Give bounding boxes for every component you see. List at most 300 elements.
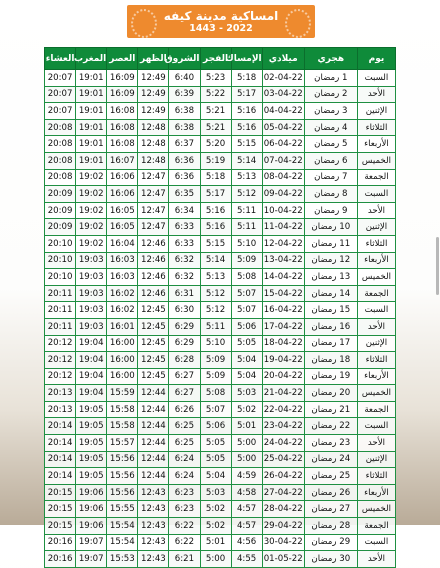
table-row [45,551,396,568]
cell-day: الأربعاء [357,368,395,385]
cell-day: الخميس [357,152,395,169]
cell-sunrise: 6:25 [169,435,200,452]
table-row [45,335,396,352]
cell-sunrise: 6:39 [169,86,200,103]
cell-maghrib: 19:05 [76,401,107,418]
table-row [45,169,396,186]
cell-asr: 15:58 [107,401,138,418]
cell-fajr: 5:16 [200,202,231,219]
cell-maghrib: 19:04 [76,385,107,402]
cell-imsak: 4:59 [231,468,262,485]
cell-fajr: 5:00 [200,551,231,568]
cell-gregorian: 28-04-22 [262,501,304,518]
cell-day: الثلاثاء [357,119,395,136]
cell-sunrise: 6:36 [169,152,200,169]
cell-day: الإثنين [357,219,395,236]
cell-sunrise: 6:24 [169,451,200,468]
cell-sunrise: 6:30 [169,302,200,319]
cell-isha: 20:10 [45,252,76,269]
cell-maghrib: 19:01 [76,136,107,153]
cell-sunrise: 6:21 [169,551,200,568]
cell-hijri: 22 رمضان [304,418,357,435]
cell-isha: 20:13 [45,385,76,402]
cell-fajr: 5:22 [200,86,231,103]
cell-dhuhr: 12:46 [138,252,169,269]
cell-maghrib: 19:01 [76,70,107,87]
cell-fajr: 5:21 [200,119,231,136]
cell-isha: 20:10 [45,235,76,252]
cell-dhuhr: 12:48 [138,152,169,169]
cell-day: الأربعاء [357,136,395,153]
cell-isha: 20:14 [45,468,76,485]
cell-dhuhr: 12:48 [138,119,169,136]
table-row [45,501,396,518]
cell-hijri: 17 رمضان [304,335,357,352]
cell-hijri: 20 رمضان [304,385,357,402]
cell-dhuhr: 12:43 [138,501,169,518]
cell-isha: 20:11 [45,318,76,335]
cell-fajr: 5:07 [200,401,231,418]
cell-hijri: 2 رمضان [304,86,357,103]
cell-dhuhr: 12:49 [138,103,169,120]
cell-fajr: 5:14 [200,252,231,269]
cell-fajr: 5:05 [200,451,231,468]
cell-fajr: 5:04 [200,468,231,485]
cell-maghrib: 19:05 [76,451,107,468]
cell-hijri: 24 رمضان [304,451,357,468]
cell-day: الثلاثاء [357,352,395,369]
cell-imsak: 4:55 [231,551,262,568]
cell-hijri: 5 رمضان [304,136,357,153]
cell-fajr: 5:09 [200,368,231,385]
cell-dhuhr: 12:44 [138,385,169,402]
cell-imsak: 5:08 [231,269,262,286]
cell-sunrise: 6:22 [169,534,200,551]
cell-fajr: 5:03 [200,484,231,501]
cell-maghrib: 19:04 [76,335,107,352]
cell-isha: 20:07 [45,70,76,87]
table-row [45,152,396,169]
cell-imsak: 5:12 [231,186,262,203]
cell-fajr: 5:11 [200,318,231,335]
cell-fajr: 5:16 [200,219,231,236]
cell-day: الخميس [357,269,395,286]
cell-hijri: 16 رمضان [304,318,357,335]
scrollbar-thumb[interactable] [436,237,439,295]
cell-asr: 15:56 [107,451,138,468]
cell-asr: 16:04 [107,235,138,252]
cell-hijri: 26 رمضان [304,484,357,501]
cell-sunrise: 6:27 [169,368,200,385]
cell-sunrise: 6:31 [169,285,200,302]
cell-maghrib: 19:05 [76,468,107,485]
table-row [45,252,396,269]
page-title: امساكية مدينة كيفه [163,8,279,23]
cell-gregorian: 24-04-22 [262,435,304,452]
cell-fajr: 5:05 [200,435,231,452]
cell-gregorian: 12-04-22 [262,235,304,252]
cell-fajr: 5:17 [200,186,231,203]
cell-dhuhr: 12:46 [138,269,169,286]
cell-hijri: 28 رمضان [304,518,357,535]
cell-imsak: 5:18 [231,70,262,87]
table-row [45,186,396,203]
cell-isha: 20:09 [45,186,76,203]
column-header-asr: العصر [107,48,138,70]
cell-maghrib: 19:03 [76,252,107,269]
cell-sunrise: 6:32 [169,252,200,269]
cell-imsak: 5:13 [231,169,262,186]
cell-fajr: 5:19 [200,152,231,169]
cell-sunrise: 6:25 [169,418,200,435]
cell-maghrib: 19:06 [76,518,107,535]
cell-hijri: 3 رمضان [304,103,357,120]
cell-dhuhr: 12:47 [138,202,169,219]
cell-maghrib: 19:03 [76,318,107,335]
cell-gregorian: 08-04-22 [262,169,304,186]
column-header-gregorian: ميلادي [262,48,304,70]
cell-imsak: 5:01 [231,418,262,435]
cell-maghrib: 19:03 [76,285,107,302]
cell-fajr: 5:02 [200,501,231,518]
cell-imsak: 5:14 [231,152,262,169]
cell-day: الجمعة [357,285,395,302]
cell-hijri: 15 رمضان [304,302,357,319]
cell-imsak: 4:57 [231,501,262,518]
cell-hijri: 18 رمضان [304,352,357,369]
cell-isha: 20:14 [45,451,76,468]
cell-isha: 20:10 [45,269,76,286]
cell-gregorian: 14-04-22 [262,269,304,286]
cell-dhuhr: 12:45 [138,318,169,335]
table-row [45,70,396,87]
cell-isha: 20:13 [45,401,76,418]
cell-asr: 16:05 [107,219,138,236]
cell-dhuhr: 12:44 [138,435,169,452]
cell-asr: 15:56 [107,484,138,501]
cell-sunrise: 6:38 [169,119,200,136]
cell-isha: 20:12 [45,368,76,385]
cell-fajr: 5:20 [200,136,231,153]
cell-gregorian: 09-04-22 [262,186,304,203]
table-row [45,103,396,120]
year-label: 1443 - 2022 [189,22,253,34]
cell-imsak: 5:02 [231,401,262,418]
cell-asr: 15:55 [107,501,138,518]
cell-asr: 16:08 [107,103,138,120]
cell-dhuhr: 12:46 [138,285,169,302]
cell-asr: 16:08 [107,136,138,153]
cell-asr: 15:53 [107,551,138,568]
table-row [45,518,396,535]
cell-hijri: 4 رمضان [304,119,357,136]
cell-maghrib: 19:02 [76,235,107,252]
cell-gregorian: 26-04-22 [262,468,304,485]
cell-hijri: 10 رمضان [304,219,357,236]
cell-gregorian: 25-04-22 [262,451,304,468]
cell-fajr: 5:10 [200,335,231,352]
cell-dhuhr: 12:44 [138,468,169,485]
cell-hijri: 25 رمضان [304,468,357,485]
cell-day: الثلاثاء [357,235,395,252]
column-header-day: يوم [357,48,395,70]
cell-maghrib: 19:06 [76,501,107,518]
cell-dhuhr: 12:47 [138,219,169,236]
cell-imsak: 5:11 [231,202,262,219]
table-row [45,302,396,319]
cell-asr: 16:03 [107,252,138,269]
cell-dhuhr: 12:48 [138,136,169,153]
cell-dhuhr: 12:44 [138,418,169,435]
cell-asr: 16:03 [107,269,138,286]
cell-fajr: 5:13 [200,269,231,286]
cell-dhuhr: 12:43 [138,534,169,551]
cell-maghrib: 19:04 [76,352,107,369]
cell-asr: 15:57 [107,435,138,452]
cell-isha: 20:09 [45,219,76,236]
cell-hijri: 13 رمضان [304,269,357,286]
cell-imsak: 5:15 [231,136,262,153]
cell-fajr: 5:18 [200,169,231,186]
cell-gregorian: 21-04-22 [262,385,304,402]
cell-day: الخميس [357,385,395,402]
cell-hijri: 12 رمضان [304,252,357,269]
cell-dhuhr: 12:43 [138,484,169,501]
cell-gregorian: 03-04-22 [262,86,304,103]
cell-imsak: 5:11 [231,219,262,236]
cell-maghrib: 19:01 [76,86,107,103]
cell-asr: 15:59 [107,385,138,402]
cell-day: الإثنين [357,335,395,352]
cell-asr: 16:08 [107,119,138,136]
cell-maghrib: 19:01 [76,119,107,136]
cell-maghrib: 19:06 [76,484,107,501]
cell-day: الثلاثاء [357,468,395,485]
cell-dhuhr: 12:45 [138,352,169,369]
cell-imsak: 5:04 [231,368,262,385]
cell-asr: 16:02 [107,302,138,319]
cell-gregorian: 04-04-22 [262,103,304,120]
cell-fajr: 5:21 [200,103,231,120]
cell-dhuhr: 12:44 [138,401,169,418]
cell-hijri: 23 رمضان [304,435,357,452]
cell-isha: 20:11 [45,285,76,302]
table-row [45,219,396,236]
cell-gregorian: 16-04-22 [262,302,304,319]
cell-gregorian: 11-04-22 [262,219,304,236]
cell-gregorian: 05-04-22 [262,119,304,136]
cell-imsak: 4:56 [231,534,262,551]
table-row [45,484,396,501]
cell-maghrib: 19:02 [76,219,107,236]
table-row [45,368,396,385]
cell-dhuhr: 12:47 [138,169,169,186]
cell-maghrib: 19:07 [76,551,107,568]
cell-hijri: 14 رمضان [304,285,357,302]
cell-imsak: 4:58 [231,484,262,501]
cell-asr: 16:00 [107,352,138,369]
cell-isha: 20:11 [45,302,76,319]
cell-fajr: 5:08 [200,385,231,402]
cell-asr: 16:00 [107,335,138,352]
table-header-row [45,48,396,70]
cell-hijri: 9 رمضان [304,202,357,219]
cell-day: الجمعة [357,169,395,186]
cell-day: الخميس [357,501,395,518]
cell-maghrib: 19:05 [76,418,107,435]
cell-gregorian: 07-04-22 [262,152,304,169]
cell-imsak: 5:00 [231,435,262,452]
column-header-hijri: هجري [304,48,357,70]
cell-imsak: 5:07 [231,285,262,302]
cell-gregorian: 30-04-22 [262,534,304,551]
cell-day: الأحد [357,435,395,452]
cell-sunrise: 6:27 [169,385,200,402]
cell-isha: 20:14 [45,418,76,435]
column-header-dhuhr: الظهر [138,48,169,70]
table-row [45,435,396,452]
cell-asr: 15:58 [107,418,138,435]
cell-asr: 16:00 [107,368,138,385]
cell-gregorian: 17-04-22 [262,318,304,335]
table-row [45,318,396,335]
imsakiya-table [44,47,396,568]
column-header-maghrib: المغرب [76,48,107,70]
cell-gregorian: 13-04-22 [262,252,304,269]
table-row [45,468,396,485]
table-row [45,202,396,219]
cell-gregorian: 10-04-22 [262,202,304,219]
cell-day: الجمعة [357,401,395,418]
column-header-fajr: الفجر [200,48,231,70]
cell-day: السبت [357,418,395,435]
cell-sunrise: 6:28 [169,352,200,369]
cell-sunrise: 6:34 [169,202,200,219]
cell-imsak: 5:10 [231,235,262,252]
cell-hijri: 27 رمضان [304,501,357,518]
cell-gregorian: 22-04-22 [262,401,304,418]
cell-dhuhr: 12:45 [138,335,169,352]
cell-maghrib: 19:01 [76,103,107,120]
table-row [45,136,396,153]
cell-fajr: 5:06 [200,418,231,435]
column-header-imsak: الإمساك [231,48,262,70]
cell-dhuhr: 12:43 [138,518,169,535]
table-row [45,119,396,136]
table-row [45,352,396,369]
cell-day: الأحد [357,318,395,335]
cell-gregorian: 02-04-22 [262,70,304,87]
cell-dhuhr: 12:44 [138,451,169,468]
cell-maghrib: 19:02 [76,202,107,219]
cell-sunrise: 6:36 [169,169,200,186]
cell-dhuhr: 12:45 [138,302,169,319]
cell-asr: 15:54 [107,534,138,551]
cell-hijri: 19 رمضان [304,368,357,385]
table-row [45,401,396,418]
cell-isha: 20:12 [45,335,76,352]
cell-sunrise: 6:32 [169,269,200,286]
column-header-isha: العشاء [45,48,76,70]
cell-dhuhr: 12:47 [138,186,169,203]
cell-dhuhr: 12:49 [138,70,169,87]
cell-fajr: 5:15 [200,235,231,252]
cell-day: الأحد [357,202,395,219]
cell-asr: 16:09 [107,70,138,87]
cell-dhuhr: 12:45 [138,368,169,385]
cell-asr: 16:01 [107,318,138,335]
cell-isha: 20:12 [45,352,76,369]
cell-sunrise: 6:33 [169,219,200,236]
cell-gregorian: 23-04-22 [262,418,304,435]
cell-asr: 15:56 [107,468,138,485]
cell-sunrise: 6:23 [169,484,200,501]
cell-sunrise: 6:29 [169,335,200,352]
cell-maghrib: 19:02 [76,186,107,203]
cell-isha: 20:16 [45,551,76,568]
cell-day: السبت [357,186,395,203]
cell-sunrise: 6:35 [169,186,200,203]
title-banner [127,5,315,38]
cell-fajr: 5:23 [200,70,231,87]
cell-asr: 16:06 [107,169,138,186]
cell-fajr: 5:02 [200,518,231,535]
table-body [45,70,396,568]
cell-hijri: 6 رمضان [304,152,357,169]
cell-asr: 16:02 [107,285,138,302]
cell-maghrib: 19:01 [76,152,107,169]
cell-isha: 20:15 [45,484,76,501]
cell-sunrise: 6:29 [169,318,200,335]
table-row [45,86,396,103]
cell-isha: 20:08 [45,169,76,186]
cell-isha: 20:09 [45,202,76,219]
cell-sunrise: 6:22 [169,518,200,535]
cell-asr: 16:06 [107,186,138,203]
cell-maghrib: 19:03 [76,302,107,319]
cell-isha: 20:08 [45,152,76,169]
column-header-sunrise: الشروق [169,48,200,70]
cell-gregorian: 20-04-22 [262,368,304,385]
cell-maghrib: 19:07 [76,534,107,551]
cell-imsak: 5:03 [231,385,262,402]
cell-gregorian: 27-04-22 [262,484,304,501]
cell-gregorian: 18-04-22 [262,335,304,352]
cell-day: الأحد [357,551,395,568]
cell-sunrise: 6:26 [169,401,200,418]
cell-asr: 16:05 [107,202,138,219]
cell-imsak: 5:17 [231,86,262,103]
cell-asr: 16:09 [107,86,138,103]
cell-fajr: 5:12 [200,285,231,302]
cell-imsak: 5:05 [231,335,262,352]
cell-imsak: 5:07 [231,302,262,319]
cell-hijri: 8 رمضان [304,186,357,203]
cell-isha: 20:14 [45,435,76,452]
cell-day: السبت [357,70,395,87]
cell-isha: 20:15 [45,501,76,518]
table-row [45,235,396,252]
cell-sunrise: 6:37 [169,136,200,153]
cell-day: الأربعاء [357,484,395,501]
cell-asr: 15:54 [107,518,138,535]
cell-hijri: 21 رمضان [304,401,357,418]
cell-dhuhr: 12:46 [138,235,169,252]
cell-maghrib: 19:04 [76,368,107,385]
table-row [45,269,396,286]
cell-isha: 20:15 [45,518,76,535]
cell-gregorian: 01-05-22 [262,551,304,568]
